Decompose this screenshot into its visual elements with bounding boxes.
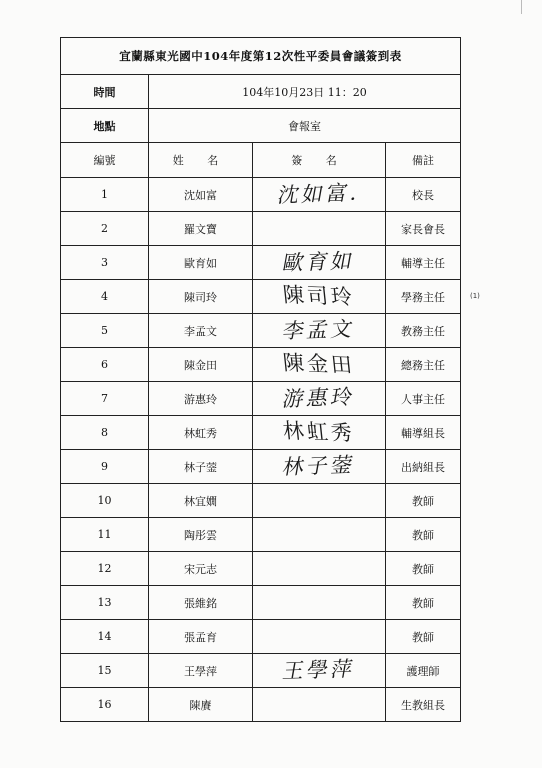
table-row <box>61 416 461 450</box>
place-label: 地點 <box>61 109 149 143</box>
signature-cell <box>253 382 386 416</box>
header-note: 備註 <box>386 143 461 178</box>
attendee-rows <box>61 178 461 722</box>
table-row <box>61 314 461 348</box>
signature-cell <box>253 246 386 280</box>
attendee-name: 張維銘 <box>149 586 253 620</box>
attendee-note: 輔導組長 <box>386 416 461 450</box>
row-number: 4 <box>61 280 149 314</box>
row-number: 13 <box>61 586 149 620</box>
table-row <box>61 688 461 722</box>
attendee-note: 學務主任 <box>386 280 461 314</box>
signature-cell <box>253 212 386 246</box>
page-margin-mark: (1) <box>470 292 480 300</box>
row-number: 10 <box>61 484 149 518</box>
handwritten-signature: 王學萍 <box>280 656 358 684</box>
attendee-note: 教師 <box>386 552 461 586</box>
signature-cell <box>253 314 386 348</box>
attendee-name: 沈如富 <box>149 178 253 212</box>
attendee-name: 歐育如 <box>149 246 253 280</box>
row-number: 1 <box>61 178 149 212</box>
place-value: 會報室 <box>149 109 461 143</box>
scan-edge-line <box>521 0 522 14</box>
row-number: 2 <box>61 212 149 246</box>
row-number: 7 <box>61 382 149 416</box>
attendee-note: 護理師 <box>386 654 461 688</box>
table-row <box>61 348 461 382</box>
attendee-name: 李孟文 <box>149 314 253 348</box>
attendee-note: 生教組長 <box>386 688 461 722</box>
row-number: 3 <box>61 246 149 280</box>
table-row <box>61 212 461 246</box>
handwritten-signature: 游惠玲 <box>280 384 358 412</box>
attendee-note: 教師 <box>386 620 461 654</box>
row-number: 16 <box>61 688 149 722</box>
form-title: 宜蘭縣東光國中104年度第12次性平委員會議簽到表 <box>61 38 461 75</box>
row-number: 12 <box>61 552 149 586</box>
attendee-note: 校長 <box>386 178 461 212</box>
signature-cell <box>253 518 386 552</box>
attendee-note: 教務主任 <box>386 314 461 348</box>
attendee-name: 林子蓥 <box>149 450 253 484</box>
row-number: 5 <box>61 314 149 348</box>
signature-cell <box>253 552 386 586</box>
row-number: 15 <box>61 654 149 688</box>
attendee-name: 羅文寶 <box>149 212 253 246</box>
table-row <box>61 552 461 586</box>
handwritten-signature: 沈如富. <box>275 180 363 208</box>
attendee-name: 宋元志 <box>149 552 253 586</box>
row-number: 11 <box>61 518 149 552</box>
attendee-name: 林宜嫺 <box>149 484 253 518</box>
table-row <box>61 382 461 416</box>
table-row <box>61 586 461 620</box>
signature-cell <box>253 654 386 688</box>
table-row <box>61 246 461 280</box>
signature-cell <box>253 586 386 620</box>
row-number: 9 <box>61 450 149 484</box>
handwritten-signature: 林虹秀 <box>281 418 357 446</box>
table-row <box>61 450 461 484</box>
signature-cell <box>253 280 386 314</box>
attendee-name: 陳司玲 <box>149 280 253 314</box>
handwritten-signature: 陳金田 <box>281 350 357 378</box>
attendee-name: 游惠玲 <box>149 382 253 416</box>
signature-cell <box>253 416 386 450</box>
attendee-name: 陳金田 <box>149 348 253 382</box>
row-number: 14 <box>61 620 149 654</box>
table-row <box>61 518 461 552</box>
attendee-note: 教師 <box>386 586 461 620</box>
row-number: 6 <box>61 348 149 382</box>
sign-in-table <box>60 37 461 722</box>
attendee-name: 張孟育 <box>149 620 253 654</box>
signature-cell <box>253 348 386 382</box>
signature-cell <box>253 450 386 484</box>
table-row <box>61 178 461 212</box>
handwritten-signature: 歐育如 <box>280 248 358 276</box>
attendee-note: 輔導主任 <box>386 246 461 280</box>
attendee-note: 出納組長 <box>386 450 461 484</box>
attendee-note: 人事主任 <box>386 382 461 416</box>
attendee-note: 教師 <box>386 484 461 518</box>
attendee-name: 王學萍 <box>149 654 253 688</box>
handwritten-signature: 陳司玲 <box>281 282 357 310</box>
time-label: 時間 <box>61 75 149 109</box>
handwritten-signature: 李孟文 <box>280 316 358 344</box>
attendee-name: 林虹秀 <box>149 416 253 450</box>
header-signature: 簽 名 <box>253 143 386 178</box>
signature-cell <box>253 688 386 722</box>
attendee-name: 陶彤雲 <box>149 518 253 552</box>
header-name: 姓 名 <box>149 143 253 178</box>
signature-cell <box>253 178 386 212</box>
handwritten-signature: 林子蓥 <box>280 452 358 480</box>
header-number: 編號 <box>61 143 149 178</box>
attendee-note: 總務主任 <box>386 348 461 382</box>
table-row <box>61 620 461 654</box>
signature-cell <box>253 484 386 518</box>
row-number: 8 <box>61 416 149 450</box>
table-row <box>61 280 461 314</box>
attendee-note: 教師 <box>386 518 461 552</box>
attendee-name: 陳賡 <box>149 688 253 722</box>
signature-cell <box>253 620 386 654</box>
attendee-note: 家長會長 <box>386 212 461 246</box>
table-row <box>61 484 461 518</box>
table-row <box>61 654 461 688</box>
time-value: 104年10月23日 11：20 <box>149 75 461 109</box>
